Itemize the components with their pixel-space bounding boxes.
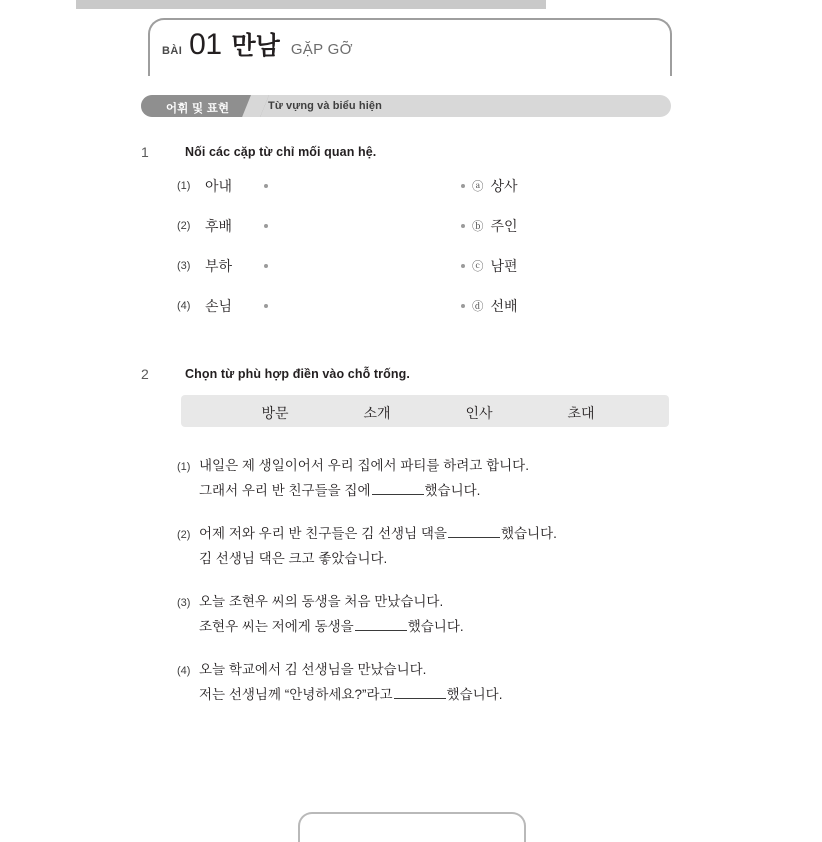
question-4-line-1 bbox=[177, 658, 697, 683]
word-bank-item-2[interactable]: 소개 bbox=[363, 405, 391, 421]
question-3-text-2a: 조현우 씨는 저에게 동생을 bbox=[199, 619, 354, 634]
match-left-dot-4[interactable] bbox=[264, 304, 268, 308]
question-4-num: (4) bbox=[177, 665, 191, 677]
match-right-dot-3[interactable] bbox=[461, 264, 465, 268]
word-bank-item-4[interactable]: 초대 bbox=[567, 405, 595, 421]
chapter-title-korean: 만남 bbox=[231, 32, 280, 60]
question-2-num: (2) bbox=[177, 529, 191, 541]
match-row bbox=[177, 176, 677, 196]
match-right-dot-1[interactable] bbox=[461, 184, 465, 188]
match-right-item-2[interactable] bbox=[461, 216, 518, 236]
match-left-item-4[interactable] bbox=[177, 296, 268, 316]
question-3-text-1: 오늘 조현우 씨의 동생을 처음 만났습니다. bbox=[199, 594, 444, 609]
question-4-blank[interactable] bbox=[394, 685, 446, 699]
question-4-text-2a: 저는 선생님께 “안녕하세요?”라고 bbox=[199, 687, 393, 702]
match-right-letter-3: ⓒ bbox=[472, 261, 484, 273]
question-3-line-1 bbox=[177, 590, 697, 615]
question-3-line-2 bbox=[177, 615, 697, 638]
question-4 bbox=[177, 658, 697, 706]
match-right-word-3: 남편 bbox=[490, 258, 518, 274]
next-section-frame bbox=[298, 812, 526, 842]
question-1-blank[interactable] bbox=[372, 481, 424, 495]
question-4-text-2b: 했습니다. bbox=[446, 687, 503, 702]
question-3-num: (3) bbox=[177, 597, 191, 609]
exercise-1-instruction: Nối các cặp từ chỉ mối quan hệ. bbox=[185, 145, 377, 159]
chapter-bai-label: BÀI bbox=[162, 45, 183, 57]
exercise-2-number: 2 bbox=[141, 366, 149, 382]
match-left-num-1: (1) bbox=[177, 180, 191, 192]
question-2-text-1a: 어제 저와 우리 반 친구들은 김 선생님 댁을 bbox=[199, 526, 447, 541]
match-right-letter-1: ⓐ bbox=[472, 181, 484, 193]
question-1 bbox=[177, 454, 697, 502]
match-row bbox=[177, 256, 677, 276]
chapter-title-vietnamese: GẶP GỠ bbox=[290, 41, 353, 58]
match-left-dot-1[interactable] bbox=[264, 184, 268, 188]
question-2-text-2: 김 선생님 댁은 크고 좋았습니다. bbox=[199, 551, 388, 566]
match-right-word-2: 주인 bbox=[490, 218, 518, 234]
match-right-dot-2[interactable] bbox=[461, 224, 465, 228]
match-left-word-3: 부하 bbox=[205, 258, 233, 274]
match-row bbox=[177, 296, 677, 316]
question-3-blank[interactable] bbox=[355, 617, 407, 631]
question-1-text-1: 내일은 제 생일이어서 우리 집에서 파티를 하려고 합니다. bbox=[199, 458, 529, 473]
chapter-header bbox=[162, 30, 353, 60]
page-top-bar bbox=[76, 0, 546, 9]
question-2-line-2 bbox=[177, 547, 697, 570]
match-row bbox=[177, 216, 677, 236]
match-left-dot-3[interactable] bbox=[264, 264, 268, 268]
match-left-word-1: 아내 bbox=[205, 178, 233, 194]
question-1-line-2 bbox=[177, 479, 697, 502]
word-bank bbox=[181, 395, 669, 427]
match-left-item-3[interactable] bbox=[177, 256, 268, 276]
exercise-1 bbox=[141, 144, 681, 324]
question-3 bbox=[177, 590, 697, 638]
question-2-text-1b: 했습니다. bbox=[500, 526, 557, 541]
question-1-line-1 bbox=[177, 454, 697, 479]
question-2-line-1 bbox=[177, 522, 697, 547]
question-3-text-2b: 했습니다. bbox=[407, 619, 464, 634]
match-left-word-4: 손님 bbox=[205, 298, 233, 314]
word-bank-item-1[interactable]: 방문 bbox=[261, 405, 289, 421]
match-right-word-1: 상사 bbox=[490, 178, 518, 194]
match-right-word-4: 선배 bbox=[490, 298, 518, 314]
section-title-vietnamese: Từ vựng và biểu hiện bbox=[268, 100, 382, 112]
match-right-letter-2: ⓑ bbox=[472, 221, 484, 233]
match-left-item-2[interactable] bbox=[177, 216, 268, 236]
exercise-1-number: 1 bbox=[141, 144, 149, 160]
question-2-blank[interactable] bbox=[448, 524, 500, 538]
question-1-num: (1) bbox=[177, 461, 191, 473]
match-left-word-2: 후배 bbox=[205, 218, 233, 234]
match-right-item-4[interactable] bbox=[461, 296, 518, 316]
match-left-item-1[interactable] bbox=[177, 176, 268, 196]
match-left-dot-2[interactable] bbox=[264, 224, 268, 228]
exercise-2-instruction: Chọn từ phù hợp điền vào chỗ trống. bbox=[185, 367, 410, 381]
question-4-line-2 bbox=[177, 683, 697, 706]
question-4-text-1: 오늘 학교에서 김 선생님을 만났습니다. bbox=[199, 662, 427, 677]
match-left-num-3: (3) bbox=[177, 260, 191, 272]
section-title-korean: 어휘 및 표현 bbox=[166, 103, 230, 115]
question-2 bbox=[177, 522, 697, 570]
chapter-number: 01 bbox=[189, 28, 222, 61]
question-1-text-2b: 했습니다. bbox=[424, 483, 481, 498]
question-1-text-2a: 그래서 우리 반 친구들을 집에 bbox=[199, 483, 371, 498]
match-right-letter-4: ⓓ bbox=[472, 301, 484, 313]
word-bank-item-3[interactable]: 인사 bbox=[465, 405, 493, 421]
match-right-item-3[interactable] bbox=[461, 256, 518, 276]
match-right-dot-4[interactable] bbox=[461, 304, 465, 308]
match-left-num-2: (2) bbox=[177, 220, 191, 232]
match-right-item-1[interactable] bbox=[461, 176, 518, 196]
match-left-num-4: (4) bbox=[177, 300, 191, 312]
